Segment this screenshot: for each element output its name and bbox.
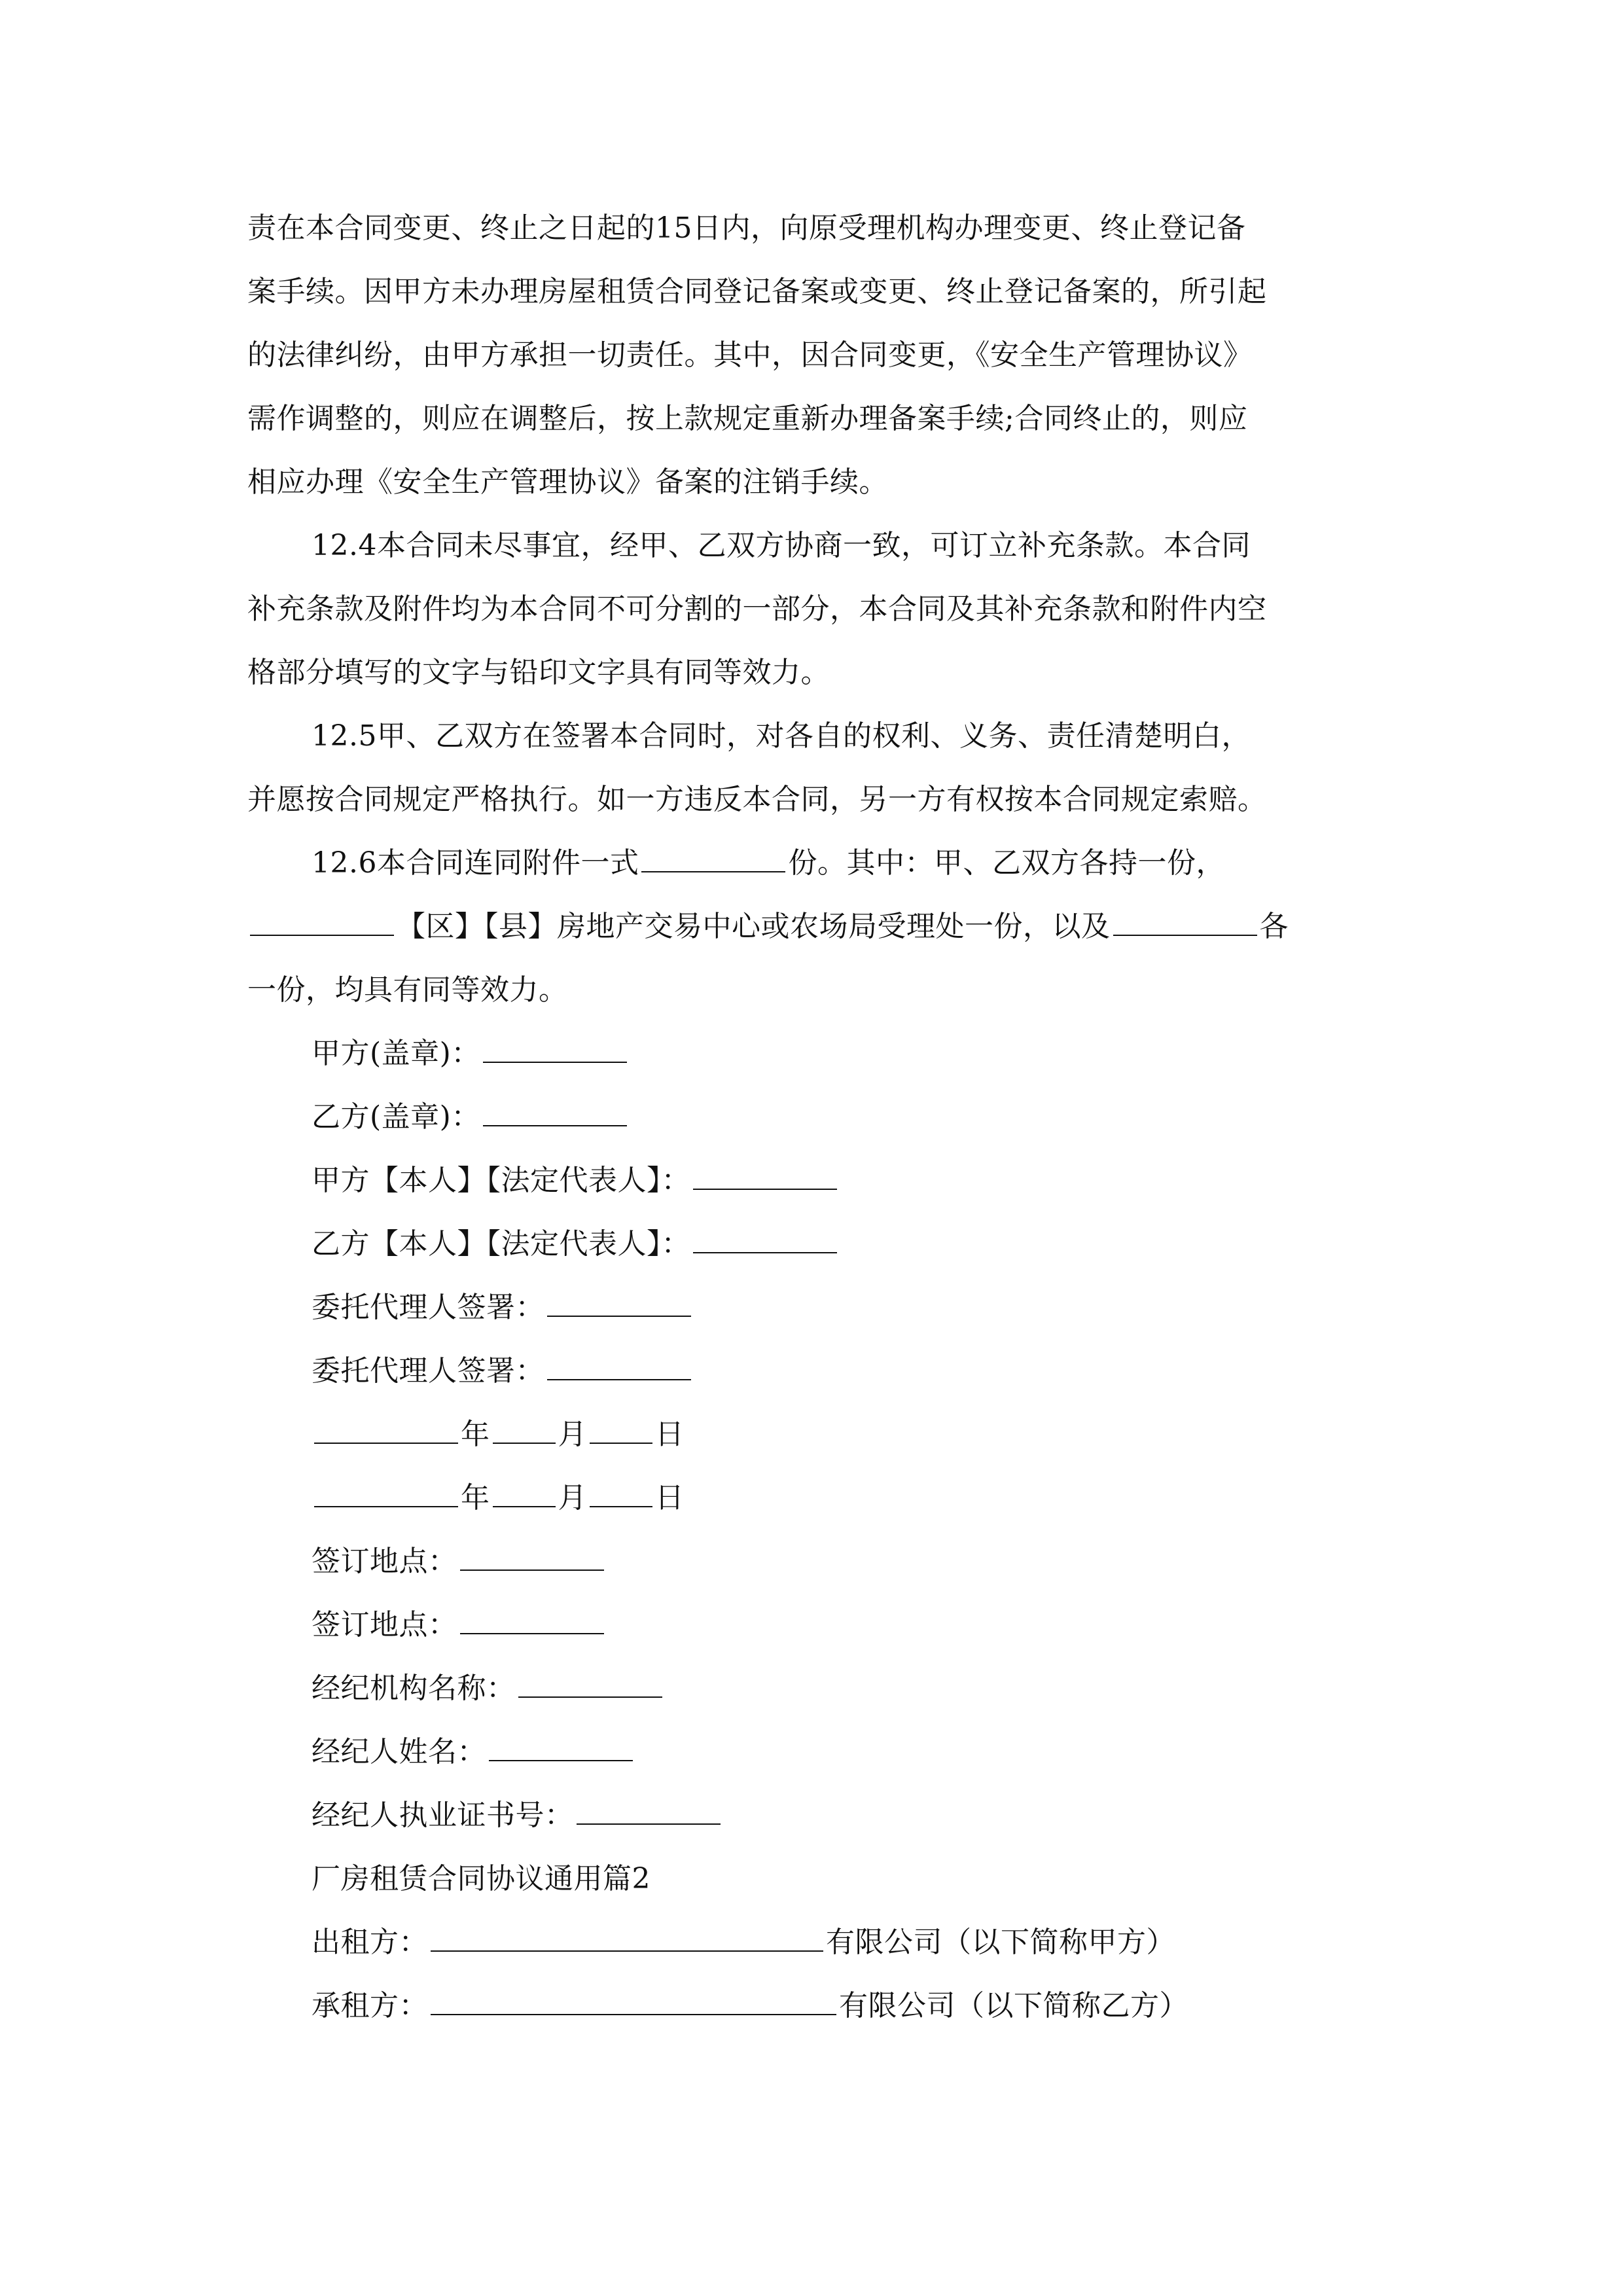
agent-sign-line [247,1339,1386,1403]
other-party-blank[interactable] [1113,910,1257,936]
signing-place-label: 签订地点： [312,1608,457,1641]
day-blank[interactable] [590,1481,652,1507]
agent-sign-blank[interactable] [547,1354,691,1380]
party-a-seal-line [247,1022,1386,1085]
agency-name-blank[interactable] [518,1672,662,1698]
broker-name-line [247,1720,1386,1784]
lessor-line [247,1910,1386,1974]
party-b-seal-label: 乙方(盖章)： [312,1100,480,1134]
clause-12-6-line [247,895,1386,958]
signing-place-blank[interactable] [460,1545,604,1571]
month-blank[interactable] [493,1418,556,1444]
lessor-suffix: 有限公司（以下简称甲方） [826,1926,1175,1959]
date-line [247,1466,1386,1530]
paragraph-line: 案手续。因甲方未办理房屋租赁合同登记备案或变更、终止登记备案的，所引起 [247,275,1267,308]
clause-12-6-line: 一份，均具有同等效力。 [247,973,568,1007]
lessee-line [247,1974,1386,2037]
year-blank[interactable] [314,1481,458,1507]
clause-12-4-line: 补充条款及附件均为本合同不可分割的一部分，本合同及其补充条款和附件内空 [247,592,1267,626]
copies-count-blank[interactable] [641,846,785,872]
party-b-seal-blank[interactable] [483,1100,627,1126]
paragraph-line: 责在本合同变更、终止之日起的15日内，向原受理机构办理变更、终止登记备 [247,211,1246,245]
signing-place-blank[interactable] [460,1608,604,1634]
party-a-seal-label: 甲方(盖章)： [312,1037,480,1070]
clause-12-6-text: 份。其中：甲、乙双方各持一份， [788,846,1225,880]
month-label: 月 [558,1481,587,1515]
section-title: 厂房租赁合同协议通用篇2 [312,1862,651,1895]
month-label: 月 [558,1418,587,1451]
party-b-rep-label: 乙方【本人】【法定代表人】： [312,1227,690,1261]
clause-12-5-line: 并愿按合同规定严格执行。如一方违反本合同，另一方有权按本合同规定索赔。 [247,783,1267,816]
clause-12-6-line [247,831,1386,895]
lessee-suffix: 有限公司（以下简称乙方） [839,1989,1188,2022]
clause-12-6-text: 【区】【县】房地产交易中心或农场局受理处一份，以及 [397,910,1111,943]
broker-license-label: 经纪人执业证书号： [312,1799,574,1832]
broker-license-line [247,1784,1386,1847]
party-b-rep-blank[interactable] [693,1227,837,1253]
agent-sign-line [247,1276,1386,1339]
year-label: 年 [461,1481,490,1515]
clause-12-6-text: 各 [1259,910,1289,943]
lessor-name-blank[interactable] [431,1926,823,1952]
signing-place-label: 签订地点： [312,1545,457,1578]
agent-sign-label: 委托代理人签署： [312,1354,544,1388]
district-blank[interactable] [250,910,394,936]
party-b-rep-line [247,1212,1386,1276]
day-label: 日 [655,1418,685,1451]
clause-12-6-text: 12.6本合同连同附件一式 [312,846,639,880]
year-blank[interactable] [314,1418,458,1444]
broker-license-blank[interactable] [577,1799,721,1825]
lessee-name-blank[interactable] [431,1989,836,2015]
party-a-rep-line [247,1149,1386,1212]
paragraph-line: 需作调整的，则应在调整后，按上款规定重新办理备案手续;合同终止的，则应 [247,402,1248,435]
lessee-label: 承租方： [312,1989,428,2022]
month-blank[interactable] [493,1481,556,1507]
document-page [247,196,1386,2037]
party-a-rep-blank[interactable] [693,1164,837,1190]
date-line [247,1403,1386,1466]
agent-sign-blank[interactable] [547,1291,691,1317]
day-label: 日 [655,1481,685,1515]
party-b-seal-line [247,1085,1386,1149]
party-a-seal-blank[interactable] [483,1037,627,1063]
paragraph-line: 的法律纠纷，由甲方承担一切责任。其中，因合同变更，《安全生产管理协议》 [247,338,1253,372]
agency-name-line [247,1657,1386,1720]
party-a-rep-label: 甲方【本人】【法定代表人】： [312,1164,690,1197]
broker-name-label: 经纪人姓名： [312,1735,486,1768]
broker-name-blank[interactable] [489,1735,633,1761]
signing-place-line [247,1530,1386,1593]
day-blank[interactable] [590,1418,652,1444]
paragraph-line: 相应办理《安全生产管理协议》备案的注销手续。 [247,465,888,499]
clause-12-4-line: 格部分填写的文字与铅印文字具有同等效力。 [247,656,830,689]
signing-place-line [247,1593,1386,1657]
agent-sign-label: 委托代理人签署： [312,1291,544,1324]
clause-12-4-line: 12.4本合同未尽事宜，经甲、乙双方协商一致，可订立补充条款。本合同 [312,529,1251,562]
agency-name-label: 经纪机构名称： [312,1672,516,1705]
lessor-label: 出租方： [312,1926,428,1959]
year-label: 年 [461,1418,490,1451]
clause-12-5-line: 12.5甲、乙双方在签署本合同时，对各自的权利、义务、责任清楚明白， [312,719,1251,753]
